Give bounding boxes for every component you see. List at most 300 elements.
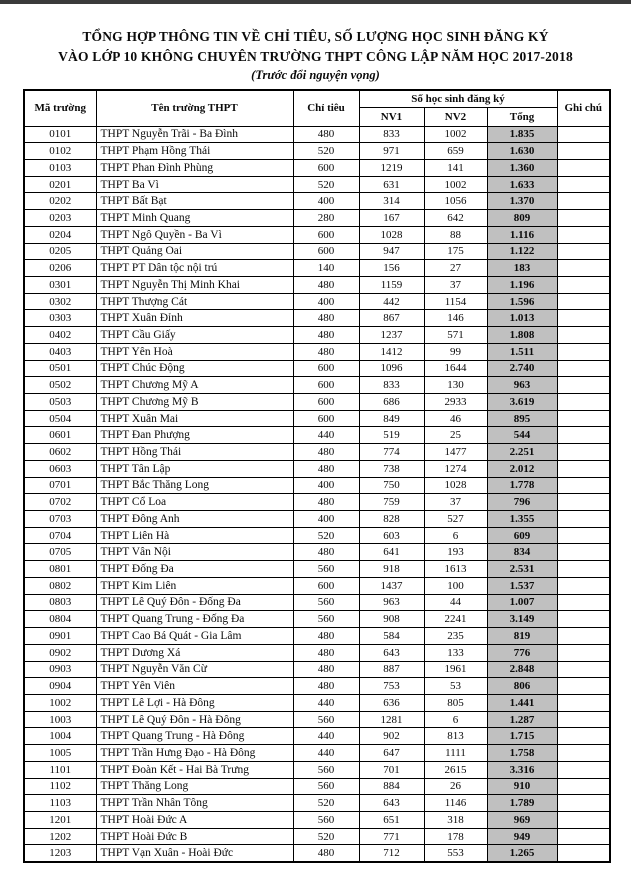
quota-cell: 600 <box>293 394 359 411</box>
table-row <box>24 728 610 745</box>
quota-cell: 560 <box>293 811 359 828</box>
quota-cell: 400 <box>293 477 359 494</box>
school-code-cell: 1102 <box>24 778 96 795</box>
school-name-cell: THPT Bắc Thăng Long <box>96 477 293 494</box>
school-name-cell: THPT Xuân Đỉnh <box>96 310 293 327</box>
total-count-cell: 1.355 <box>487 511 557 528</box>
total-count-cell: 3.316 <box>487 761 557 778</box>
total-count-cell: 1.789 <box>487 795 557 812</box>
column-header-nv1: NV1 <box>359 107 424 126</box>
note-cell <box>557 795 610 812</box>
nv1-count-cell: 908 <box>359 611 424 628</box>
total-count-cell: 1.633 <box>487 176 557 193</box>
table-row <box>24 661 610 678</box>
total-count-cell: 1.122 <box>487 243 557 260</box>
nv2-count-cell: 1002 <box>424 176 487 193</box>
quota-cell: 600 <box>293 577 359 594</box>
school-name-cell: THPT Tân Lập <box>96 460 293 477</box>
total-count-cell: 2.848 <box>487 661 557 678</box>
note-cell <box>557 427 610 444</box>
nv2-count-cell: 1644 <box>424 360 487 377</box>
total-count-cell: 910 <box>487 778 557 795</box>
table-row <box>24 694 610 711</box>
note-cell <box>557 494 610 511</box>
nv2-count-cell: 178 <box>424 828 487 845</box>
table-row <box>24 193 610 210</box>
note-cell <box>557 828 610 845</box>
quota-cell: 600 <box>293 377 359 394</box>
column-header-nv2: NV2 <box>424 107 487 126</box>
school-code-cell: 0902 <box>24 644 96 661</box>
school-name-cell: THPT PT Dân tộc nội trú <box>96 260 293 277</box>
quota-cell: 480 <box>293 444 359 461</box>
table-body <box>24 126 610 862</box>
total-count-cell: 2.012 <box>487 460 557 477</box>
table-row <box>24 293 610 310</box>
school-code-cell: 1005 <box>24 745 96 762</box>
school-code-cell: 0601 <box>24 427 96 444</box>
school-name-cell: THPT Hồng Thái <box>96 444 293 461</box>
table-header <box>24 90 610 126</box>
quota-cell: 440 <box>293 427 359 444</box>
note-cell <box>557 594 610 611</box>
total-count-cell: 895 <box>487 410 557 427</box>
nv1-count-cell: 828 <box>359 511 424 528</box>
total-count-cell: 963 <box>487 377 557 394</box>
note-cell <box>557 444 610 461</box>
nv2-count-cell: 26 <box>424 778 487 795</box>
table-row <box>24 795 610 812</box>
school-code-cell: 0904 <box>24 678 96 695</box>
note-cell <box>557 811 610 828</box>
table-row <box>24 644 610 661</box>
school-code-cell: 0802 <box>24 577 96 594</box>
school-name-cell: THPT Vân Nội <box>96 544 293 561</box>
note-cell <box>557 628 610 645</box>
school-name-cell: THPT Chương Mỹ B <box>96 394 293 411</box>
school-code-cell: 0302 <box>24 293 96 310</box>
total-count-cell: 809 <box>487 210 557 227</box>
table-row <box>24 544 610 561</box>
school-name-cell: THPT Phạm Hồng Thái <box>96 143 293 160</box>
table-row <box>24 276 610 293</box>
note-cell <box>557 477 610 494</box>
document-header <box>0 0 631 83</box>
table-row <box>24 159 610 176</box>
nv1-count-cell: 971 <box>359 143 424 160</box>
nv2-count-cell: 130 <box>424 377 487 394</box>
school-code-cell: 0204 <box>24 226 96 243</box>
quota-cell: 520 <box>293 527 359 544</box>
school-name-cell: THPT Nguyễn Trãi - Ba Đình <box>96 126 293 143</box>
note-cell <box>557 260 610 277</box>
nv2-count-cell: 813 <box>424 728 487 745</box>
quota-cell: 520 <box>293 176 359 193</box>
school-code-cell: 0603 <box>24 460 96 477</box>
total-count-cell: 1.596 <box>487 293 557 310</box>
table-row <box>24 310 610 327</box>
column-header-note: Ghi chú <box>557 90 610 126</box>
total-count-cell: 1.287 <box>487 711 557 728</box>
table-row <box>24 577 610 594</box>
school-code-cell: 0205 <box>24 243 96 260</box>
nv1-count-cell: 442 <box>359 293 424 310</box>
total-count-cell: 834 <box>487 544 557 561</box>
school-name-cell: THPT Xuân Mai <box>96 410 293 427</box>
quota-cell: 520 <box>293 795 359 812</box>
note-cell <box>557 544 610 561</box>
quota-cell: 140 <box>293 260 359 277</box>
total-count-cell: 1.441 <box>487 694 557 711</box>
nv1-count-cell: 651 <box>359 811 424 828</box>
total-count-cell: 1.630 <box>487 143 557 160</box>
total-count-cell: 1.196 <box>487 276 557 293</box>
quota-cell: 400 <box>293 193 359 210</box>
quota-cell: 560 <box>293 561 359 578</box>
note-cell <box>557 694 610 711</box>
school-name-cell: THPT Phan Đình Phùng <box>96 159 293 176</box>
quota-cell: 600 <box>293 243 359 260</box>
nv2-count-cell: 141 <box>424 159 487 176</box>
total-count-cell: 819 <box>487 628 557 645</box>
nv1-count-cell: 1412 <box>359 343 424 360</box>
total-count-cell: 1.265 <box>487 845 557 862</box>
school-code-cell: 0206 <box>24 260 96 277</box>
school-code-cell: 0704 <box>24 527 96 544</box>
school-name-cell: THPT Lê Quý Đôn - Hà Đông <box>96 711 293 728</box>
nv2-count-cell: 88 <box>424 226 487 243</box>
school-code-cell: 0602 <box>24 444 96 461</box>
nv1-count-cell: 641 <box>359 544 424 561</box>
quota-cell: 400 <box>293 293 359 310</box>
table-row <box>24 678 610 695</box>
nv2-count-cell: 659 <box>424 143 487 160</box>
note-cell <box>557 778 610 795</box>
table-row <box>24 594 610 611</box>
nv2-count-cell: 37 <box>424 494 487 511</box>
nv2-count-cell: 571 <box>424 327 487 344</box>
note-cell <box>557 527 610 544</box>
note-cell <box>557 728 610 745</box>
nv1-count-cell: 712 <box>359 845 424 862</box>
nv2-count-cell: 1146 <box>424 795 487 812</box>
nv2-count-cell: 318 <box>424 811 487 828</box>
quota-cell: 600 <box>293 159 359 176</box>
school-code-cell: 0503 <box>24 394 96 411</box>
school-name-cell: THPT Trần Hưng Đạo - Hà Đông <box>96 745 293 762</box>
school-name-cell: THPT Kim Liên <box>96 577 293 594</box>
note-cell <box>557 661 610 678</box>
school-code-cell: 1203 <box>24 845 96 862</box>
school-code-cell: 0903 <box>24 661 96 678</box>
quota-cell: 600 <box>293 410 359 427</box>
column-header-registered-group: Số học sinh đăng ký <box>359 90 557 107</box>
total-count-cell: 3.149 <box>487 611 557 628</box>
nv1-count-cell: 867 <box>359 310 424 327</box>
quota-cell: 480 <box>293 544 359 561</box>
school-name-cell: THPT Quang Trung - Hà Đông <box>96 728 293 745</box>
nv2-count-cell: 1961 <box>424 661 487 678</box>
nv1-count-cell: 963 <box>359 594 424 611</box>
note-cell <box>557 410 610 427</box>
nv2-count-cell: 1274 <box>424 460 487 477</box>
quota-cell: 560 <box>293 611 359 628</box>
enrollment-table <box>23 89 611 863</box>
school-name-cell: THPT Cầu Giấy <box>96 327 293 344</box>
school-name-cell: THPT Lê Lợi - Hà Đông <box>96 694 293 711</box>
nv2-count-cell: 2241 <box>424 611 487 628</box>
nv1-count-cell: 1159 <box>359 276 424 293</box>
school-name-cell: THPT Quảng Oai <box>96 243 293 260</box>
note-cell <box>557 276 610 293</box>
school-name-cell: THPT Ba Vì <box>96 176 293 193</box>
school-code-cell: 1002 <box>24 694 96 711</box>
quota-cell: 600 <box>293 226 359 243</box>
school-code-cell: 0804 <box>24 611 96 628</box>
nv1-count-cell: 156 <box>359 260 424 277</box>
school-name-cell: THPT Chúc Động <box>96 360 293 377</box>
note-cell <box>557 377 610 394</box>
school-code-cell: 0705 <box>24 544 96 561</box>
school-name-cell: THPT Lê Quý Đôn - Đống Đa <box>96 594 293 611</box>
quota-cell: 560 <box>293 778 359 795</box>
total-count-cell: 796 <box>487 494 557 511</box>
school-code-cell: 0102 <box>24 143 96 160</box>
quota-cell: 480 <box>293 628 359 645</box>
table-row <box>24 761 610 778</box>
table-row <box>24 360 610 377</box>
quota-cell: 480 <box>293 494 359 511</box>
note-cell <box>557 511 610 528</box>
nv1-count-cell: 519 <box>359 427 424 444</box>
note-cell <box>557 210 610 227</box>
school-code-cell: 0803 <box>24 594 96 611</box>
table-row <box>24 477 610 494</box>
nv2-count-cell: 1154 <box>424 293 487 310</box>
nv1-count-cell: 701 <box>359 761 424 778</box>
nv2-count-cell: 527 <box>424 511 487 528</box>
school-name-cell: THPT Vạn Xuân - Hoài Đức <box>96 845 293 862</box>
table-row <box>24 226 610 243</box>
school-name-cell: THPT Trần Nhân Tông <box>96 795 293 812</box>
note-cell <box>557 711 610 728</box>
note-cell <box>557 394 610 411</box>
table-row <box>24 845 610 862</box>
total-count-cell: 1.808 <box>487 327 557 344</box>
total-count-cell: 1.758 <box>487 745 557 762</box>
document-subtitle: (Trước đổi nguyện vọng) <box>251 68 380 82</box>
school-name-cell: THPT Yên Viên <box>96 678 293 695</box>
nv2-count-cell: 99 <box>424 343 487 360</box>
nv2-count-cell: 53 <box>424 678 487 695</box>
total-count-cell: 1.007 <box>487 594 557 611</box>
nv1-count-cell: 947 <box>359 243 424 260</box>
nv2-count-cell: 1028 <box>424 477 487 494</box>
school-name-cell: THPT Hoài Đức B <box>96 828 293 845</box>
table-row <box>24 243 610 260</box>
total-count-cell: 2.251 <box>487 444 557 461</box>
nv2-count-cell: 1056 <box>424 193 487 210</box>
school-name-cell: THPT Đoàn Kết - Hai Bà Trưng <box>96 761 293 778</box>
note-cell <box>557 310 610 327</box>
nv2-count-cell: 193 <box>424 544 487 561</box>
nv1-count-cell: 686 <box>359 394 424 411</box>
nv1-count-cell: 584 <box>359 628 424 645</box>
note-cell <box>557 845 610 862</box>
nv1-count-cell: 1281 <box>359 711 424 728</box>
school-code-cell: 0504 <box>24 410 96 427</box>
nv1-count-cell: 636 <box>359 694 424 711</box>
nv1-count-cell: 603 <box>359 527 424 544</box>
table-row <box>24 176 610 193</box>
total-count-cell: 1.715 <box>487 728 557 745</box>
school-code-cell: 0101 <box>24 126 96 143</box>
total-count-cell: 1.013 <box>487 310 557 327</box>
note-cell <box>557 176 610 193</box>
school-code-cell: 0703 <box>24 511 96 528</box>
quota-cell: 440 <box>293 728 359 745</box>
nv2-count-cell: 175 <box>424 243 487 260</box>
table-row <box>24 611 610 628</box>
table-row <box>24 778 610 795</box>
table-row <box>24 126 610 143</box>
nv2-count-cell: 1002 <box>424 126 487 143</box>
nv2-count-cell: 235 <box>424 628 487 645</box>
total-count-cell: 1.537 <box>487 577 557 594</box>
note-cell <box>557 460 610 477</box>
school-name-cell: THPT Cổ Loa <box>96 494 293 511</box>
table-row <box>24 410 610 427</box>
school-name-cell: THPT Yên Hoà <box>96 343 293 360</box>
nv2-count-cell: 1613 <box>424 561 487 578</box>
total-count-cell: 969 <box>487 811 557 828</box>
school-code-cell: 0901 <box>24 628 96 645</box>
table-row <box>24 444 610 461</box>
nv2-count-cell: 2933 <box>424 394 487 411</box>
school-name-cell: THPT Đông Anh <box>96 511 293 528</box>
quota-cell: 480 <box>293 845 359 862</box>
nv1-count-cell: 1237 <box>359 327 424 344</box>
total-count-cell: 1.370 <box>487 193 557 210</box>
table-row <box>24 427 610 444</box>
school-name-cell: THPT Minh Quang <box>96 210 293 227</box>
table-row <box>24 343 610 360</box>
nv1-count-cell: 750 <box>359 477 424 494</box>
school-name-cell: THPT Liên Hà <box>96 527 293 544</box>
note-cell <box>557 761 610 778</box>
nv1-count-cell: 631 <box>359 176 424 193</box>
school-code-cell: 0702 <box>24 494 96 511</box>
total-count-cell: 2.531 <box>487 561 557 578</box>
school-code-cell: 1004 <box>24 728 96 745</box>
quota-cell: 480 <box>293 460 359 477</box>
school-code-cell: 0303 <box>24 310 96 327</box>
table-row <box>24 377 610 394</box>
nv2-count-cell: 805 <box>424 694 487 711</box>
table-row <box>24 711 610 728</box>
school-code-cell: 0701 <box>24 477 96 494</box>
note-cell <box>557 678 610 695</box>
note-cell <box>557 327 610 344</box>
nv1-count-cell: 1219 <box>359 159 424 176</box>
school-code-cell: 0201 <box>24 176 96 193</box>
note-cell <box>557 611 610 628</box>
nv1-count-cell: 647 <box>359 745 424 762</box>
school-name-cell: THPT Quang Trung - Đống Đa <box>96 611 293 628</box>
total-count-cell: 2.740 <box>487 360 557 377</box>
table-row <box>24 210 610 227</box>
column-header-total: Tổng <box>487 107 557 126</box>
quota-cell: 440 <box>293 745 359 762</box>
total-count-cell: 183 <box>487 260 557 277</box>
nv1-count-cell: 167 <box>359 210 424 227</box>
total-count-cell: 1.511 <box>487 343 557 360</box>
quota-cell: 400 <box>293 511 359 528</box>
school-code-cell: 0402 <box>24 327 96 344</box>
quota-cell: 480 <box>293 276 359 293</box>
table-row <box>24 494 610 511</box>
nv1-count-cell: 902 <box>359 728 424 745</box>
school-name-cell: THPT Nguyễn Thị Minh Khai <box>96 276 293 293</box>
school-name-cell: THPT Bất Bạt <box>96 193 293 210</box>
quota-cell: 520 <box>293 143 359 160</box>
nv1-count-cell: 753 <box>359 678 424 695</box>
nv1-count-cell: 738 <box>359 460 424 477</box>
table-row <box>24 811 610 828</box>
nv2-count-cell: 133 <box>424 644 487 661</box>
nv2-count-cell: 6 <box>424 711 487 728</box>
school-name-cell: THPT Thăng Long <box>96 778 293 795</box>
nv1-count-cell: 771 <box>359 828 424 845</box>
school-code-cell: 1101 <box>24 761 96 778</box>
nv1-count-cell: 918 <box>359 561 424 578</box>
school-name-cell: THPT Thượng Cát <box>96 293 293 310</box>
document-title-line1: TỔNG HỢP THÔNG TIN VỀ CHỈ TIÊU, SỐ LƯỢNG HỌC SINH ĐĂNG KÝ <box>82 29 549 44</box>
school-code-cell: 1202 <box>24 828 96 845</box>
table-row <box>24 828 610 845</box>
total-count-cell: 949 <box>487 828 557 845</box>
nv1-count-cell: 1028 <box>359 226 424 243</box>
table-row <box>24 394 610 411</box>
document-title-line2: VÀO LỚP 10 KHÔNG CHUYÊN TRƯỜNG THPT CÔNG LẬP NĂM HỌC 2017-2018 <box>58 49 573 64</box>
nv1-count-cell: 887 <box>359 661 424 678</box>
nv2-count-cell: 46 <box>424 410 487 427</box>
quota-cell: 600 <box>293 360 359 377</box>
table-row <box>24 327 610 344</box>
note-cell <box>557 243 610 260</box>
nv2-count-cell: 44 <box>424 594 487 611</box>
school-name-cell: THPT Nguyễn Văn Cừ <box>96 661 293 678</box>
school-name-cell: THPT Chương Mỹ A <box>96 377 293 394</box>
quota-cell: 480 <box>293 310 359 327</box>
nv1-count-cell: 314 <box>359 193 424 210</box>
total-count-cell: 1.116 <box>487 226 557 243</box>
school-name-cell: THPT Hoài Đức A <box>96 811 293 828</box>
nv1-count-cell: 833 <box>359 126 424 143</box>
table-row <box>24 143 610 160</box>
nv1-count-cell: 774 <box>359 444 424 461</box>
school-name-cell: THPT Cao Bá Quát - Gia Lâm <box>96 628 293 645</box>
table-row <box>24 628 610 645</box>
nv1-count-cell: 1437 <box>359 577 424 594</box>
school-name-cell: THPT Dương Xá <box>96 644 293 661</box>
nv1-count-cell: 849 <box>359 410 424 427</box>
quota-cell: 480 <box>293 644 359 661</box>
note-cell <box>557 293 610 310</box>
nv2-count-cell: 37 <box>424 276 487 293</box>
table-row <box>24 561 610 578</box>
school-code-cell: 0403 <box>24 343 96 360</box>
